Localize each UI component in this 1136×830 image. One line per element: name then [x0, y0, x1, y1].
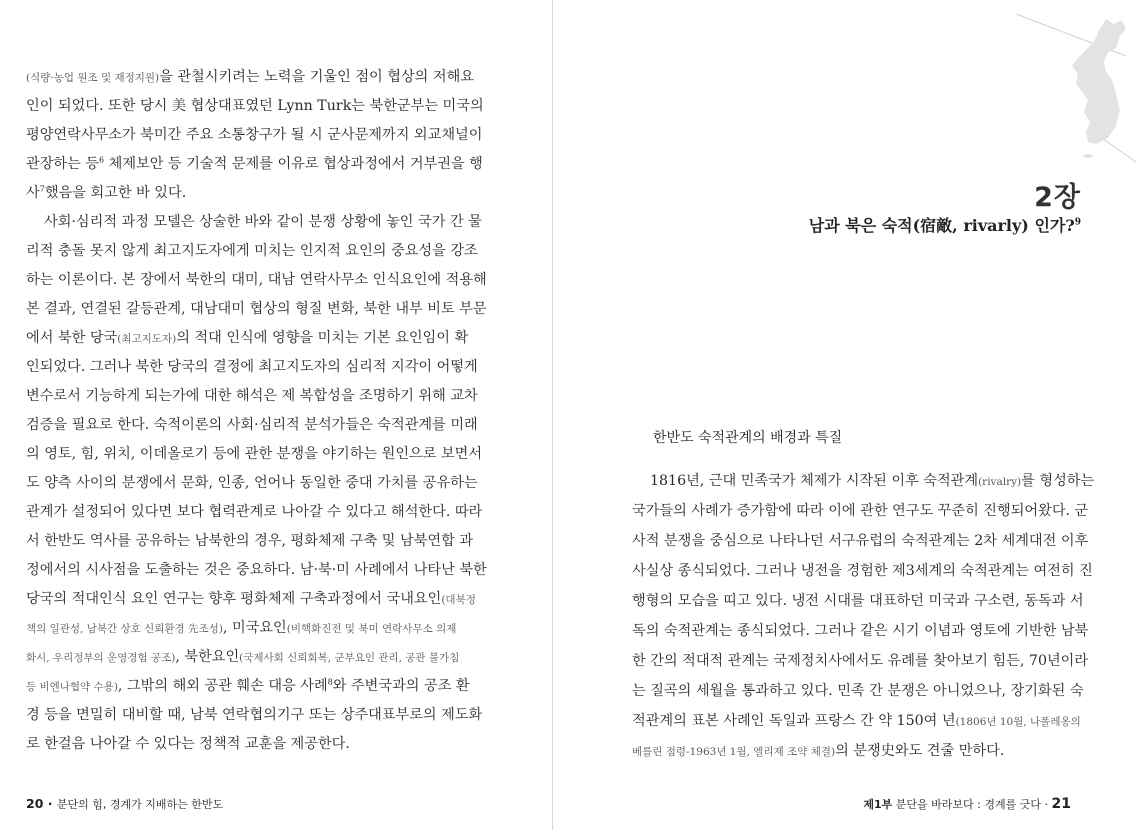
- text-line: [26, 354, 482, 380]
- text-run: 의 영토, 힘, 위치, 이데올로기 등에 관한 분쟁을 야기하는 원인으로 보면서: [26, 446, 483, 462]
- text-run: , 미국요인: [222, 620, 287, 636]
- footnote-marker: 6: [99, 155, 105, 165]
- text-run: , 그밖의 해외 공관 훼손 대응 사례: [117, 678, 328, 694]
- text-run: 사실상 종식되었다. 그러나 냉전을 경험한 제3세계의 숙적관계는 여전히 진: [632, 563, 1093, 579]
- text-run: 는 질곡의 세월을 통과하고 있다. 민족 간 분쟁은 아니었으나, 장기화된 숙: [632, 683, 1084, 699]
- text-run: 정에서의 시사점을 도출하는 것은 중요하다. 남·북·미 사례에서 나타난 북한: [26, 562, 487, 578]
- text-run: 검증을 필요로 한다. 숙적이론의 사회·심리적 분석가들은 숙적관계를 미래: [26, 417, 478, 433]
- text-line: [26, 151, 482, 177]
- text-line: [26, 528, 482, 554]
- chapter-title: [809, 213, 1081, 236]
- left-footer-separator: ·: [43, 796, 57, 811]
- text-run: 사: [26, 185, 40, 201]
- text-run: 의 분쟁史와도 견줄 만하다.: [835, 743, 1005, 759]
- text-line: [632, 646, 1089, 676]
- right-footer: [863, 796, 1071, 812]
- text-line: [632, 736, 1086, 766]
- text-line: [26, 470, 482, 496]
- text-line: [26, 383, 482, 409]
- text-line: [26, 615, 482, 641]
- text-line: [26, 731, 482, 757]
- text-run: 본 결과, 연결된 갈등관계, 대남대미 협상의 형질 변화, 북한 내부 비토 부문: [26, 301, 487, 317]
- text-line: [632, 556, 1093, 586]
- text-run: 했음을 회고한 바 있다.: [44, 185, 187, 201]
- inline-note: (rivalry): [978, 476, 1022, 488]
- text-line: [26, 64, 482, 90]
- text-line: [632, 496, 1089, 526]
- inline-note: 책의 일관성, 남북간 상호 신뢰환경 先조성): [26, 623, 223, 635]
- inline-note: (국제사회 신뢰회복, 군부요인 관리, 공관 불가침: [239, 652, 460, 664]
- inline-note: (1806년 10월, 나폴레옹의: [955, 716, 1081, 728]
- text-line: [26, 441, 482, 467]
- text-line: [26, 702, 482, 728]
- text-line: [26, 122, 482, 148]
- text-line: [26, 412, 482, 438]
- text-line: [26, 93, 482, 119]
- text-run: 체제보안 등 기술적 문제를 이유로 협상과정에서 거부권을 행: [104, 156, 483, 172]
- chapter-title-footnote: 9: [1074, 217, 1081, 228]
- text-run: 1816년, 근대 민족국가 체제가 시작된 이후 숙적관계: [650, 473, 979, 489]
- text-run: 당국의 적대인식 요인 연구는 향후 평화체제 구축과정에서 국내요인: [26, 591, 442, 607]
- footnote-marker: 7: [39, 184, 45, 194]
- text-line: [26, 296, 487, 322]
- text-run: 에서 북한 당국: [26, 330, 118, 346]
- inline-note: 등 비엔나협약 수용): [26, 681, 118, 693]
- inline-note: 베를린 점령-1963년 1월, 엘리제 조약 체결): [632, 746, 836, 758]
- section-heading: 한반도 숙적관계의 배경과 특질: [653, 430, 843, 446]
- inline-note: (최고지도자): [117, 333, 177, 345]
- text-run: 한 간의 적대적 관계는 국제정치사에서도 유례를 찾아보기 힘든, 70년이라: [632, 653, 1089, 669]
- text-run: 도 양측 사이의 분쟁에서 문화, 인종, 언어나 동일한 중대 가치를 공유하는: [26, 475, 478, 491]
- footnote-marker: 8: [327, 677, 333, 687]
- text-line: [26, 644, 482, 670]
- inline-note: (대북정: [441, 594, 476, 606]
- text-run: 와 주변국과의 공조 환: [332, 678, 470, 694]
- right-page: [553, 0, 1133, 830]
- text-line: [26, 238, 482, 264]
- text-line: [26, 267, 487, 293]
- left-page-number: 20: [26, 796, 44, 811]
- text-run: 로 한걸음 나아갈 수 있다는 정책적 교훈을 제공한다.: [26, 736, 350, 752]
- text-run: 을 관철시키려는 노력을 기울인 점이 협상의 저해요: [159, 69, 474, 85]
- text-run: 인이 되었다. 또한 당시 美 협상대표였던 Lynn Turk는 북한군부는 미국의: [26, 98, 484, 114]
- text-run: 변수로서 기능하게 되는가에 대한 해석은 제 복합성을 조명하기 위해 교차: [26, 388, 478, 404]
- text-line: [632, 466, 1095, 496]
- left-page: [0, 0, 552, 830]
- right-footer-part: 제1부: [863, 798, 893, 811]
- text-line: [26, 325, 482, 351]
- inline-note: 화시, 우리정부의 운영경험 공조): [26, 652, 176, 664]
- text-line: [26, 586, 482, 612]
- inline-note: (식량·농업 원조 및 재정지원): [26, 72, 160, 84]
- text-line: [632, 676, 1086, 706]
- text-run: 리적 충돌 못지 않게 최고지도자에게 미치는 인지적 요인의 중요성을 강조: [26, 243, 478, 259]
- text-run: 행형의 모습을 띠고 있다. 냉전 시대를 대표하던 미국과 구소련, 동독과 서: [632, 593, 1084, 609]
- text-line: [632, 706, 1086, 736]
- text-run: 경 등을 면밀히 대비할 때, 남북 연락협의기구 또는 상주대표부로의 제도화: [26, 707, 483, 723]
- text-line: [632, 526, 1089, 556]
- text-run: 관계가 설정되어 있다면 보다 협력관계로 나아갈 수 있다고 해석한다. 따라: [26, 504, 483, 520]
- left-footer-title: 분단의 힘, 경계가 지배하는 한반도: [56, 798, 224, 811]
- text-line: [26, 673, 482, 699]
- text-run: , 북한요인: [175, 649, 240, 665]
- text-run: 의 적대 인식에 영향을 미치는 기본 요인임이 확: [176, 330, 469, 346]
- text-line: [26, 180, 482, 206]
- text-run: 사회·심리적 과정 모델은 상술한 바와 같이 분쟁 상황에 놓인 국가 간 물: [44, 214, 482, 230]
- text-line: [632, 616, 1089, 646]
- text-run: 인되었다. 그러나 북한 당국의 결정에 최고지도자의 심리적 지각이 어떻게: [26, 359, 478, 375]
- right-footer-title: 분단을 바라보다 : 경계를 긋다 ·: [892, 798, 1052, 811]
- text-run: 사적 분쟁을 중심으로 나타나던 서구유럽의 숙적관계는 2차 세계대전 이후: [632, 533, 1089, 549]
- korean-peninsula-map-icon: [1016, 14, 1136, 164]
- chapter-title-text: 남과 북은 숙적(宿敵, rivarly) 인가?: [808, 216, 1075, 235]
- text-line: [26, 499, 482, 525]
- text-run: 국가들의 사례가 증가함에 따라 이에 관한 연구도 꾸준히 진행되어왔다. 군: [632, 503, 1089, 519]
- text-run: 관장하는 등: [26, 156, 100, 172]
- text-run: 적관계의 표본 사례인 독일과 프랑스 간 약 150여 년: [632, 713, 956, 729]
- chapter-number: 2장: [1034, 182, 1081, 213]
- right-page-number: 21: [1051, 796, 1071, 812]
- text-run: 평양연락사무소가 북미간 주요 소통창구가 될 시 군사문제까지 외교채널이: [26, 127, 483, 143]
- left-footer: [26, 796, 223, 812]
- text-run: 서 한반도 역사를 공유하는 남북한의 경우, 평화체제 구축 및 남북연합 과: [26, 533, 474, 549]
- text-run: 하는 이론이다. 본 장에서 북한의 대미, 대남 연락사무소 인식요인에 적용해: [26, 272, 487, 288]
- text-run: 독의 숙적관계는 종식되었다. 그러나 같은 시기 이념과 영토에 기반한 남북: [632, 623, 1089, 639]
- text-run: 를 형성하는: [1021, 473, 1095, 489]
- text-line: [26, 557, 487, 583]
- text-line: [26, 209, 482, 235]
- inline-note: (비핵화진전 및 북미 연락사무소 의제: [286, 623, 457, 635]
- text-line: [632, 586, 1086, 616]
